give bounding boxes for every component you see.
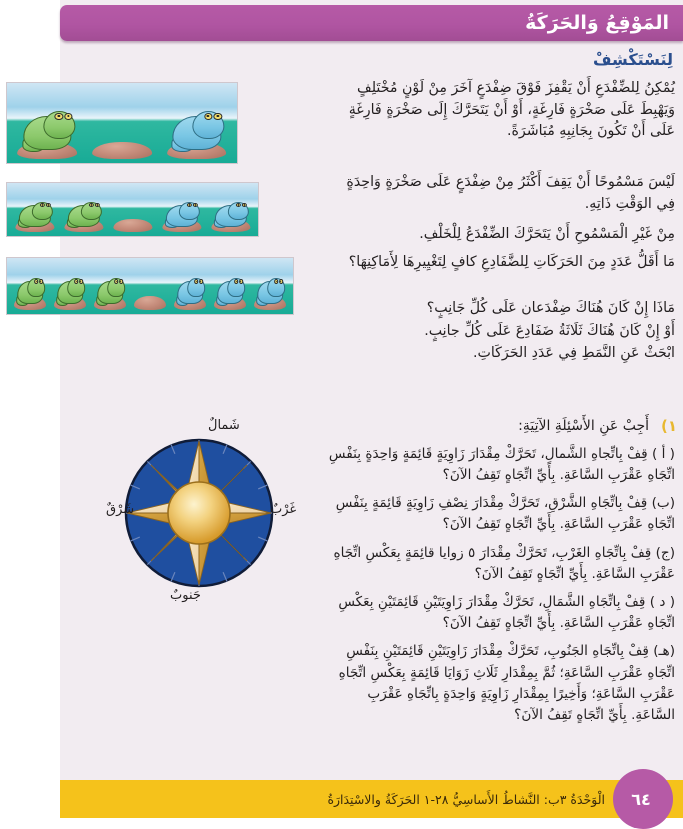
blue-frog-icon [215,271,245,304]
intro-paragraph-2: لَيْسَ مَسْمُوحًا أَنْ يَقِفَ أَكْثَرُ مِنْ ضِفْدَعٍ عَلَى صَخْرَةٍ وَاحِدَةٍ فِي الوَقْتِ ذَاتِهِ. [346,174,675,212]
frog-row [7,258,293,314]
frog-cell [157,183,206,234]
intro-text-block-2 [335,172,675,216]
intro-text-block-3 [335,224,675,247]
compass-rose-illustration [104,418,297,608]
intro-paragraph-6: أَوْ إِنْ كَانَ هُنَاكَ ثَلَاثَةُ ضَفَادِعَ عَلَى كُلِّ جانِبٍ. [424,322,675,339]
page-footer-bar [60,780,683,818]
frog-cell-empty [85,83,160,161]
frog-cell [210,258,250,312]
empty-rock-icon [92,142,152,159]
green-frog-icon [15,271,45,304]
green-frog-icon [65,195,101,227]
intro-text-block-5 [335,298,675,366]
blue-frog-icon [255,271,285,304]
green-frog-icon [20,102,75,150]
compass-label-north: شَمالٌ [208,418,240,433]
frog-cell [50,258,90,312]
intro-text-block-4 [335,252,675,275]
question-item-e: (هـ) قِفْ بِاتِّجَاهِ الجَنُوبِ، تَحَرَّكْ مِقْدَارَ زَاوِيَتَيْنِ قَائِمَتَيْنِ بِنَفْسِ اتِّجَاهِ عَقْرَبِ السَّاعَةِ؛ ثُمَّ بِمِقْدَارِ ثَلَاثِ زَوَايَا قَائِمَةٍ بِعَكْسِ اتِّجَاهِ عَقْرَبِ السَّاعَةِ؛ وَأَخِيرًا بِمِقْدَارِ زَاوِيَةٍ وَاحِدَةٍ بِاتِّجَاهِ عَقْرَبِ السَّاعَةِ. بِأَيِّ اتِّجَاهٍ تَقِفُ الآنَ؟ [338,643,675,724]
illustration-frogs-three-each-side [6,257,294,315]
green-frog-icon [95,271,125,304]
intro-paragraph-4: مَا أَقَلُّ عَدَدٍ مِنَ الحَرَكَاتِ لِلضَّفَادِعِ كافٍ لِتَغْيِيرِهَا لِأَمَاكِنِهَا؟ [348,254,675,270]
page-header-bar [60,5,683,41]
frog-cell [10,258,50,312]
frog-cell [206,183,255,234]
blue-frog-icon [163,195,199,227]
frog-cell [90,258,130,312]
frog-row [7,183,258,236]
page-title: المَوْقِعُ وَالحَرَكَةُ [525,12,669,34]
frog-cell [10,183,59,234]
compass-label-east: شَرْقٌ [106,502,135,517]
footer-reference-text: الْوَحْدَةُ ٣ب: النَّشاطُ الأَساسِيُّ ٢٨-١ الحَرَكَةُ والاسْتِدَارَةُ [327,791,605,807]
section-heading-explore: لِنَسْتَكْشِفْ [593,50,673,69]
frog-cell [250,258,290,312]
page-number-badge: ٦٤ [613,769,673,829]
blue-frog-icon [169,102,224,150]
question-item-d: ( د ) قِفْ بِاتِّجَاهِ الشَّمَالِ، تَحَرَّكْ مِقْدَارَ زَاوِيَتَيْنِ قَائِمَتَيْنِ بِعَكْسِ اتِّجَاهِ عَقْرَبِ السَّاعَةِ. بِأَيِّ اتِّجَاهٍ تَقِفُ الآنَ؟ [338,594,675,632]
frog-row [7,83,237,163]
intro-paragraph-1: يُمْكِنُ لِلضِّفْدَعِ أَنْ يَقْفِزَ فَوْقَ ضِفْدَعٍ آخَرَ مِنْ لَوْنٍ مُخْتَلِفٍ وَيَهْبِطَ عَلَى صَخْرَةٍ فَارِغَةٍ، أَوْ أَنْ يَتَحَرَّكَ إِلَى صَخْرَةٍ فَارِغَةٍ عَلَى أَنْ تَكُونَ بِجَانِبِهِ مُبَاشَرَةً. [348,80,675,140]
illustration-frogs-two-each-side [6,182,259,237]
intro-paragraph-3: مِنْ غَيْرِ الْمَسْمُوحِ أَنْ يَتَحَرَّكَ الضِّفْدَعُ لِلْخَلْفِ. [419,226,675,242]
green-frog-icon [55,271,85,304]
green-frog-icon [16,195,52,227]
questions-lead: أَجِبْ عَنِ الأَسْئِلَةِ الآتِيَةِ: [518,418,649,434]
blue-frog-icon [212,195,248,227]
question-number-marker: ١) [660,417,677,435]
compass-label-west: غَرْبٌ [270,502,297,517]
question-item-c: (ج) قِفْ بِاتِّجَاهِ الغَرْبِ، تَحَرَّكْ مِقْدَارَ ٥ زوايا قائِمَةٍ بِعَكْسِ اتِّجَاهِ عَقْرَبِ السَّاعَةِ. بِأَيِّ اتِّجَاهٍ تَقِفُ الآنَ؟ [333,544,675,582]
illustration-frogs-one-each-side [6,82,238,164]
intro-text-block [335,78,675,144]
frog-cell [159,83,234,161]
question-item-b: (ب) قِفْ بِاتِّجَاهِ الشَّرْقِ، تَحَرَّكْ مِقْدَارَ نِصْفِ زَاوِيَةٍ قَائِمَةٍ بِنَفْسِ اتِّجَاهِ عَقْرَبِ السَّاعَةِ. بِأَيِّ اتِّجَاهٍ تَقِفُ الآنَ؟ [335,495,675,533]
intro-paragraph-7: ابْحَثْ عَنِ النَّمَطِ فِي عَدَدِ الحَرَكَاتِ. [472,345,675,362]
frog-cell [59,183,108,234]
frog-cell [170,258,210,312]
empty-rock-icon [113,219,152,232]
empty-rock-icon [134,296,166,310]
frog-cell [10,83,85,161]
frog-cell-empty [108,183,157,234]
question-item-a: ( أ ) قِفْ بِاتِّجاهِ الشَّمالِ، تَحَرَّكْ مِقْدَارَ زَاوِيَةٍ قَائِمَةٍ وَاحِدَةٍ بِنَفْسِ اتِّجَاهِ عَقْرَبِ السَّاعَةِ. بِأَيِّ اتِّجَاهٍ تَقِفُ الآنَ؟ [328,445,675,484]
questions-block [325,416,675,733]
frog-cell-empty [130,258,170,312]
intro-paragraph-5: مَاذَا إِنْ كَانَ هُنَاكَ ضِفْدَعان عَلَى كُلِّ جَانِبٍ؟ [426,300,675,316]
blue-frog-icon [175,271,205,304]
compass-label-south: جَنوبٌ [170,588,201,603]
